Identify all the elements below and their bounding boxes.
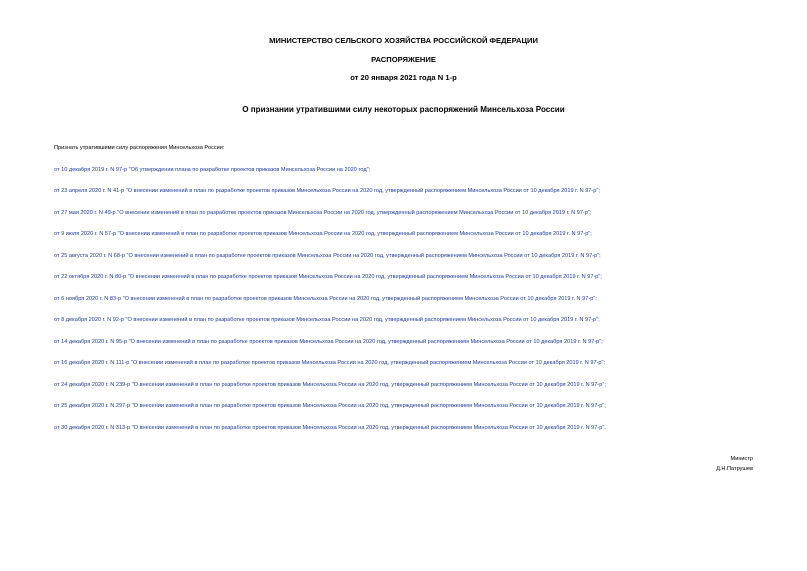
order-link[interactable]: от 25 августа 2020 г. N 68-р "О внесении изменений в план по разработке проектов приказов Минсельхоза России на 2020 год, утвержденный распоряжением Минсельхоза России от 10 декабря 2019 г. N 97-р"; [54,252,601,259]
list-item [54,166,774,174]
signature-name: Д.Н.Патрушев [716,466,753,472]
ministry-name: МИНИСТЕРСТВО СЕЛЬСКОГО ХОЗЯЙСТВА РОССИЙСКОЙ ФЕДЕРАЦИИ [269,36,538,45]
order-link[interactable]: от 16 декабря 2020 г. N 111-р "О внесении изменений в план по разработке проектов приказов Минсельхоза России на 2020 год, утвержденный распоряжением Минсельхоза России от 10 декабря 2019 г. N 97-р"; [54,360,606,366]
list-item [54,230,774,238]
order-link[interactable]: от 25 декабря 2020 г. N 297-р "О внесении изменений в план по разработке проектов приказов Минсельхоза России на 2020 год, утвержденный распоряжением Минсельхоза России от 10 декабря 2019 г. N 97-р"; [54,403,606,409]
order-link[interactable]: от 30 декабря 2020 г. N 313-р "О внесении изменений в план по разработке проектов приказов Минсельхоза России на 2020 год, утвержденный распоряжением Минсельхоза России от 10 декабря 2019 г. N 97-р". [54,424,606,431]
list-item [54,252,774,260]
order-link[interactable]: от 27 мая 2020 г. N 49-р "О внесении изменений в план по разработке проектов приказов Минсельхоза России на 2020 год, утвержденный распоряжением Минсельхоза России от 10 декабря 2019 г. N 97-р"; [54,209,592,216]
list-item [54,424,774,432]
order-link[interactable]: от 9 июля 2020 г. N 57-р "О внесении изменений в план по разработке проектов приказов Минсельхоза России на 2020 год, утвержденный распоряжением Минсельхоза России от 10 декабря 2019 г. N 97-р"; [54,231,592,237]
list-item [54,338,774,346]
signature-title: Министр [730,456,753,462]
list-item [54,209,774,217]
document-title: О признании утратившими силу некоторых распоряжений Минсельхоза России [242,105,565,114]
list-item [54,402,774,410]
order-link[interactable]: от 23 апреля 2020 г. N 41-р "О внесении изменений в план по разработке проектов приказов Минсельхоза России на 2020 год, утвержденный распоряжением Минсельхоза России от 10 декабря 2019 г. N 97-р"; [54,188,600,194]
order-link[interactable]: от 14 декабря 2020 г. N 95-р "О внесении изменений в план по разработке проектов приказов Минсельхоза России на 2020 год, утвержденный распоряжением Минсельхоза России от 10 декабря 2019 г. N 97-р"; [54,338,603,345]
order-link[interactable]: от 8 декабря 2020 г. N 92-р "О внесении изменений в план по разработке проектов приказов Минсельхоза России на 2020 год, утвержденный распоряжением Минсельхоза России от 10 декабря 2019 г. N 97-р"; [54,317,600,323]
document-date-number: от 20 января 2021 года N 1-р [350,73,457,82]
list-item [54,381,774,389]
document-body [54,144,774,445]
document-type: РАСПОРЯЖЕНИЕ [371,55,436,64]
list-item [54,316,774,324]
order-link[interactable]: от 6 ноября 2020 г. N 83-р "О внесении изменений в план по разработке проектов приказов Минсельхоза России на 2020 год, утвержденный распоряжением Минсельхоза России от 10 декабря 2019 г. N 97-р"; [54,295,597,302]
order-link[interactable]: от 10 декабря 2019 г. N 97-р "Об утверждении плана по разработке проектов приказов Минсельхоза России на 2020 год"; [54,166,371,173]
list-item [54,273,774,281]
list-item [54,359,774,367]
list-item [54,295,774,303]
repealed-orders-list [54,166,774,432]
order-link[interactable]: от 22 октября 2020 г. N 80-р "О внесении изменений в план по разработке проектов приказов Минсельхоза России на 2020 год, утвержденный распоряжением Минсельхоза России от 10 декабря 2019 г. N 97-р"; [54,274,602,280]
intro-paragraph: Признать утратившими силу распоряжения Минсельхоза России: [54,145,225,151]
list-item [54,187,774,195]
order-link[interactable]: от 24 декабря 2020 г. N 239-р "О внесении изменений в план по разработке проектов приказов Минсельхоза России на 2020 год, утвержденный распоряжением Минсельхоза России от 10 декабря 2019 г. N 97-р"; [54,381,606,388]
